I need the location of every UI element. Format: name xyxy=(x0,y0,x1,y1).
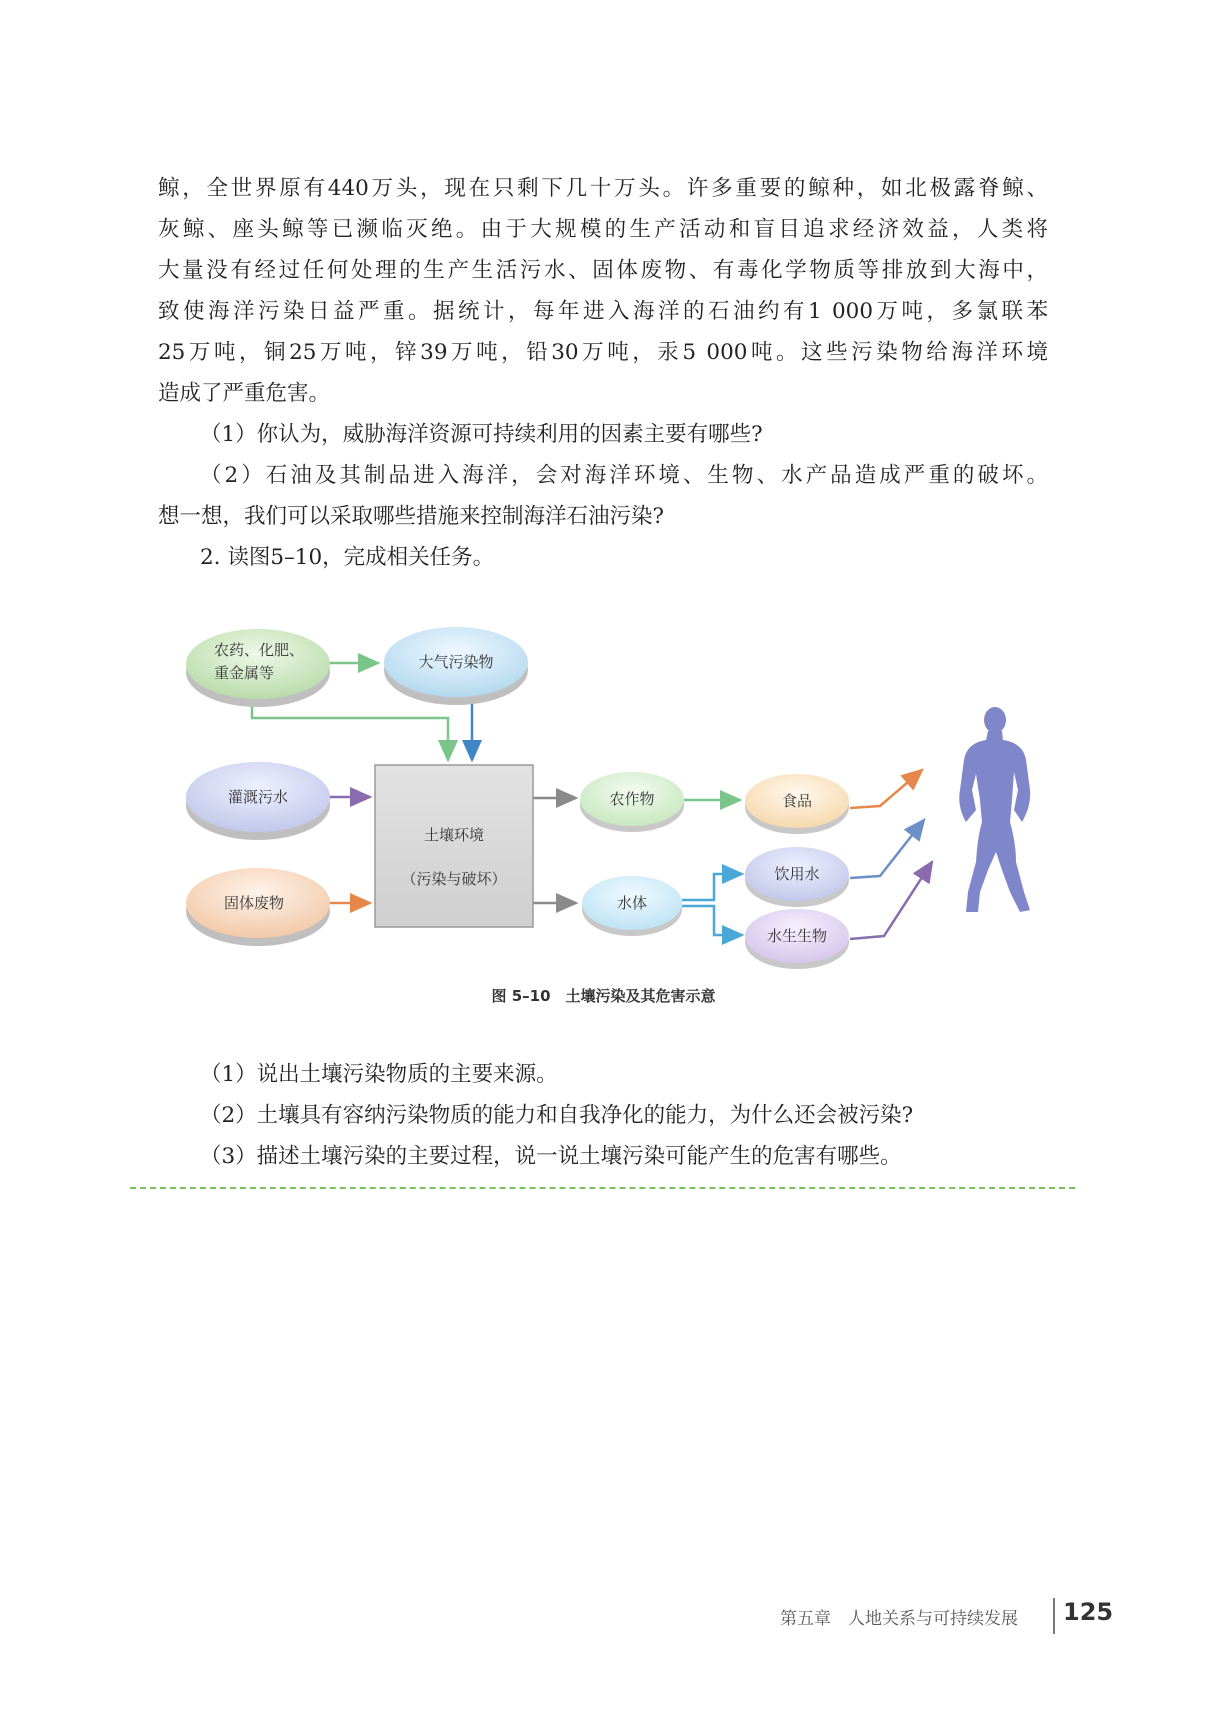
question-block-2 xyxy=(158,1054,1048,1177)
node-soil-label-2: （污染与破坏） xyxy=(401,870,507,888)
question-block-1 xyxy=(158,414,1048,578)
node-soil-environment xyxy=(375,765,533,927)
connector-aquatic-to-human xyxy=(850,862,932,939)
node-water-body-label: 水体 xyxy=(616,894,648,912)
node-food xyxy=(745,774,849,834)
node-air-pollutants xyxy=(384,627,528,705)
node-pesticides xyxy=(186,629,330,707)
body-paragraph xyxy=(158,168,1048,414)
paragraph-line: 致使海洋污染日益严重。据统计，每年进入海洋的石油约有1 000万吨，多氯联苯 xyxy=(158,299,1048,324)
node-drinking-water-label: 饮用水 xyxy=(774,865,820,883)
question-2-line-2: 想一想，我们可以采取哪些措施来控制海洋石油污染? xyxy=(158,504,665,529)
connector-food-to-human xyxy=(850,770,922,808)
section-divider xyxy=(130,1187,1075,1189)
paragraph-line: 25万吨，铜25万吨，锌39万吨，铅30万吨，汞5 000吨。这些污染物给海洋环境 xyxy=(158,340,1048,365)
paragraph-line: 造成了严重危害。 xyxy=(158,381,331,406)
paragraph-line: 灰鲸、座头鲸等已濒临灭绝。由于大规模的生产活动和盲目追求经济效益，人类将 xyxy=(158,217,1048,242)
figure-caption: 图 5–10 土壤污染及其危害示意 xyxy=(491,987,716,1005)
node-crops-label: 农作物 xyxy=(609,790,655,808)
paragraph-line: 大量没有经过任何处理的生产生活污水、固体废物、有毒化学物质等排放到大海中， xyxy=(158,258,1048,283)
node-drinking-water xyxy=(745,847,849,907)
footer-divider xyxy=(1053,1598,1055,1634)
task-2: 2. 读图5–10，完成相关任务。 xyxy=(200,545,495,570)
node-pesticides-label-2: 重金属等 xyxy=(214,664,275,682)
node-air-pollutants-label: 大气污染物 xyxy=(418,653,494,671)
question-2-line-1: （2）石油及其制品进入海洋，会对海洋环境、生物、水产品造成严重的破坏。 xyxy=(200,463,1048,488)
node-pesticides-label-1: 农药、化肥、 xyxy=(214,641,305,659)
node-crops xyxy=(580,772,684,832)
question-item: （1）说出土壤污染物质的主要来源。 xyxy=(200,1062,558,1087)
connector-water-to-drinking xyxy=(682,874,742,900)
question-item: （2）土壤具有容纳污染物质的能力和自我净化的能力，为什么还会被污染? xyxy=(200,1103,914,1128)
node-irrigation xyxy=(186,762,330,840)
node-aquatic-life xyxy=(745,909,849,969)
node-irrigation-label: 灌溉污水 xyxy=(227,788,289,806)
page-number: 125 xyxy=(1063,1598,1114,1626)
question-item: （3）描述土壤污染的主要过程，说一说土壤污染可能产生的危害有哪些。 xyxy=(200,1144,902,1169)
soil-pollution-diagram xyxy=(0,600,1207,1030)
node-solid-waste xyxy=(186,868,330,946)
human-figure-icon xyxy=(959,707,1030,912)
node-food-label: 食品 xyxy=(781,792,813,810)
paragraph-line: 鲸，全世界原有440万头，现在只剩下几十万头。许多重要的鲸种，如北极露脊鲸、 xyxy=(158,176,1048,201)
node-soil-label-1: 土壤环境 xyxy=(423,826,485,844)
chapter-title: 第五章 人地关系与可持续发展 xyxy=(780,1609,1018,1629)
connector-drinking-to-human xyxy=(850,820,924,878)
question-1: （1）你认为，威胁海洋资源可持续利用的因素主要有哪些? xyxy=(200,422,763,447)
node-aquatic-life-label: 水生生物 xyxy=(766,927,828,945)
node-water-body xyxy=(582,876,682,936)
node-solid-waste-label: 固体废物 xyxy=(223,894,285,912)
connector-water-to-aquatic xyxy=(682,906,742,935)
